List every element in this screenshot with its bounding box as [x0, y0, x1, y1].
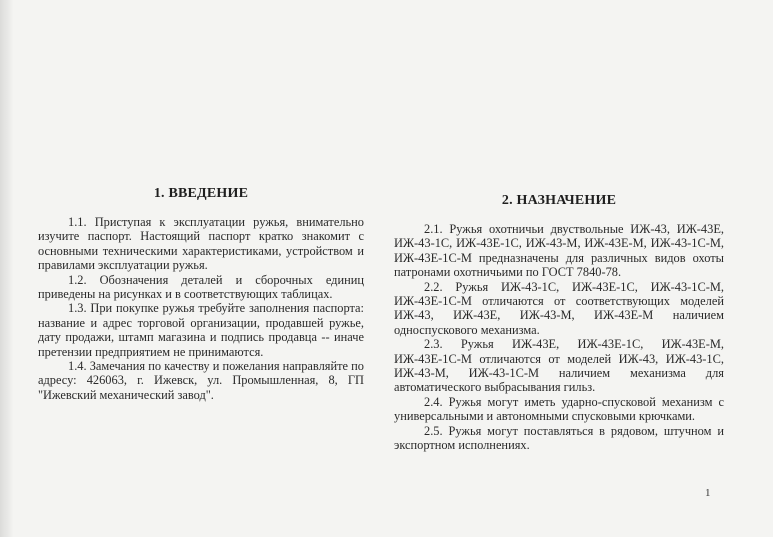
paragraph-1-2: 1.2. Обозначения деталей и сборочных единиц приведены на рисунках и в соответствующих таблицах. — [38, 272, 364, 302]
page-number: 1 — [705, 487, 711, 499]
section-introduction — [38, 186, 364, 402]
paragraph-1-4: 1.4. Замечания по качеству и пожелания направляйте по адресу: 426063, г. Ижевск, ул. Промышленная, 8, ГП "Ижевский механический завод". — [38, 359, 364, 402]
paragraph-2-5: 2.5. Ружья могут поставляться в рядовом, штучном и экспортном исполнениях. — [394, 423, 724, 453]
paragraph-2-4: 2.4. Ружья могут иметь ударно-спусковой механизм с универсальными и автономными спусковыми крючками. — [394, 394, 724, 424]
paragraph-2-1: 2.1. Ружья охотничьи двуствольные ИЖ-43, ИЖ-43Е, ИЖ-43-1С, ИЖ-43Е-1С, ИЖ-43-М, ИЖ-43Е-М, ИЖ-43-1С-М, ИЖ-43Е-1С-М предназначены для различных видов охоты патронами охотничьими по ГОСТ 7840-78. — [394, 222, 724, 280]
section-heading-introduction: 1. ВВЕДЕНИЕ — [153, 186, 249, 201]
scan-edge-shadow — [0, 0, 14, 537]
section-purpose — [394, 193, 724, 453]
paragraph-2-3: 2.3. Ружья ИЖ-43Е, ИЖ-43Е-1С, ИЖ-43Е-М, ИЖ-43Е-1С-М отличаются от моделей ИЖ-43, ИЖ-43-1С, ИЖ-43-М, ИЖ-43-1С-М наличием механизма для автоматического выбрасывания гильз. — [394, 337, 724, 395]
paragraph-2-2: 2.2. Ружья ИЖ-43-1С, ИЖ-43Е-1С, ИЖ-43-1С-М, ИЖ-43Е-1С-М отличаются от соответствующих моделей ИЖ-43, ИЖ-43Е, ИЖ-43-М, ИЖ-43Е-М наличием односпускового механизма. — [394, 279, 724, 337]
paragraph-1-1: 1.1. Приступая к эксплуатации ружья, внимательно изучите паспорт. Настоящий паспорт кратко знакомит с основными техническими характеристиками, устройством и правилами эксплуатации ружья. — [38, 215, 364, 273]
section-heading-purpose: 2. НАЗНАЧЕНИЕ — [501, 193, 617, 208]
paragraph-1-3: 1.3. При покупке ружья требуйте заполнения паспорта: название и адрес торговой организации, продавшей ружье, дату продажи, штамп магазина и подпись продавца -- иначе претензии предприятием не принимаются. — [38, 301, 364, 359]
